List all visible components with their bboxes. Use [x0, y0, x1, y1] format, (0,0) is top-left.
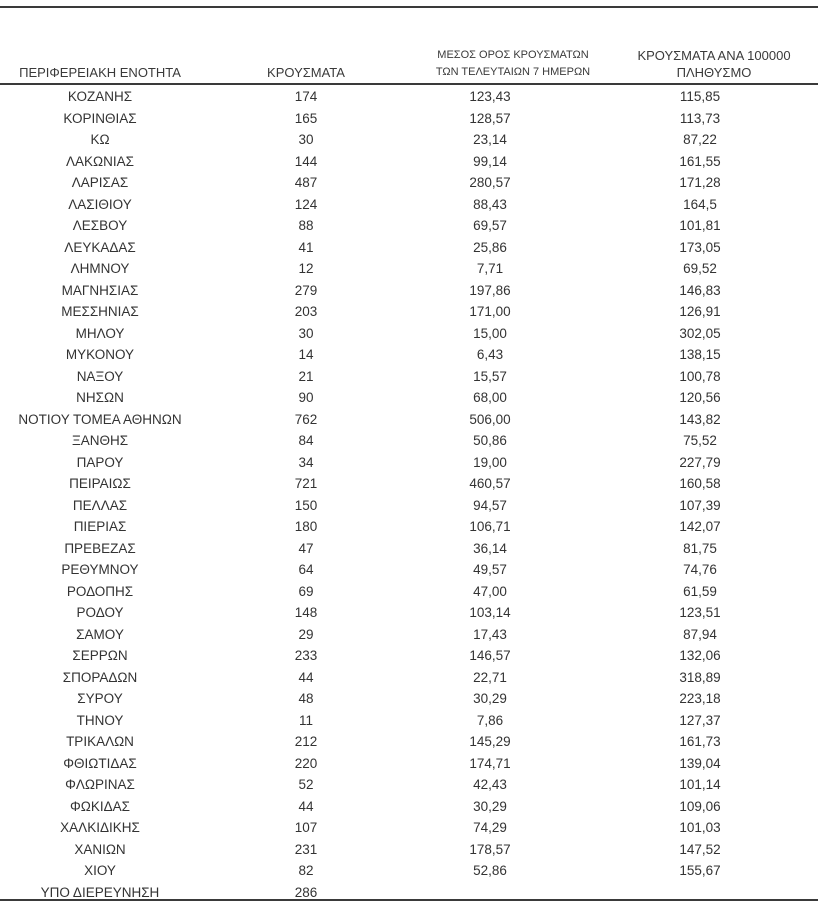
cell-avg7: 23,14	[473, 132, 507, 147]
cell-per100k: 139,04	[679, 755, 721, 771]
cell-avg7: 19,00	[473, 454, 507, 470]
cell-region: ΦΛΩΡΙΝΑΣ	[65, 777, 135, 792]
header-per100k	[612, 47, 816, 81]
table-row	[0, 452, 818, 474]
cell-region: ΝΗΣΩΝ	[76, 390, 124, 405]
header-per100k-line1: ΚΡΟΥΣΜΑΤΑ ΑΝΑ 100000	[637, 48, 791, 63]
cell-region: ΤΗΝΟΥ	[76, 712, 124, 728]
cell-avg7: 145,29	[469, 734, 511, 749]
cell-avg7: 103,14	[469, 605, 511, 620]
cell-cases: 82	[298, 863, 314, 878]
cell-cases: 762	[294, 411, 318, 427]
cell-region: ΦΘΙΩΤΙΔΑΣ	[63, 755, 137, 771]
cell-region: ΧΑΝΙΩΝ	[74, 841, 126, 857]
cell-region: ΚΩ	[90, 132, 110, 147]
cell-cases: 220	[294, 755, 318, 771]
cell-cases: 180	[294, 519, 318, 534]
cell-avg7: 15,00	[473, 325, 507, 341]
cell-cases: 52	[298, 777, 314, 792]
cell-cases: 107	[294, 820, 318, 835]
cell-avg7: 197,86	[469, 282, 511, 298]
cell-avg7: 178,57	[469, 841, 511, 857]
cell-cases: 233	[294, 648, 318, 663]
cell-cases: 47	[298, 540, 314, 556]
cell-cases: 34	[298, 454, 314, 470]
cell-per100k: 87,22	[683, 132, 717, 147]
cell-cases: 212	[294, 734, 318, 749]
cell-per100k: 81,75	[683, 540, 717, 556]
cell-cases: 69	[298, 583, 314, 599]
table-row	[0, 323, 818, 345]
cell-cases: 124	[294, 196, 318, 212]
header-per100k-line2: ΠΛΗΘΥΣΜΟ	[676, 65, 752, 80]
cell-region: ΦΩΚΙΔΑΣ	[70, 798, 130, 814]
cell-region: ΠΑΡΟΥ	[76, 454, 124, 470]
cell-cases: 150	[294, 497, 318, 513]
cell-region: ΜΕΣΣΗΝΙΑΣ	[61, 304, 139, 319]
cell-region: ΡΟΔΟΥ	[76, 605, 124, 620]
cell-avg7: 50,86	[473, 433, 507, 448]
cell-avg7: 88,43	[473, 196, 507, 212]
cell-cases: 203	[294, 304, 318, 319]
cell-avg7: 7,86	[476, 712, 504, 728]
cell-per100k: 161,73	[679, 734, 721, 749]
cell-per100k: 227,79	[679, 454, 721, 470]
table-row	[0, 667, 818, 689]
cell-per100k: 113,73	[679, 110, 721, 126]
cell-region: ΛΗΜΝΟΥ	[70, 261, 130, 276]
cell-region: ΠΡΕΒΕΖΑΣ	[64, 540, 136, 556]
cell-avg7: 74,29	[473, 820, 507, 835]
cell-cases: 14	[298, 347, 314, 362]
table-row	[0, 430, 818, 452]
table-row	[0, 108, 818, 130]
cell-avg7: 22,71	[473, 669, 507, 685]
table-header	[0, 40, 818, 83]
cell-cases: 174	[294, 89, 318, 104]
table-row	[0, 172, 818, 194]
cell-per100k: 155,67	[679, 863, 721, 878]
cell-cases: 231	[294, 841, 318, 857]
cell-per100k: 138,15	[679, 347, 721, 362]
cell-region: ΜΑΓΝΗΣΙΑΣ	[61, 282, 139, 298]
cell-region: ΛΕΥΚΑΔΑΣ	[64, 239, 136, 255]
table-row	[0, 624, 818, 646]
cell-region: ΣΑΜΟΥ	[76, 626, 124, 642]
cell-avg7: 15,57	[473, 368, 507, 384]
table-row	[0, 129, 818, 151]
cell-per100k: 223,18	[679, 691, 721, 706]
cell-per100k: 147,52	[679, 841, 721, 857]
cell-per100k: 109,06	[679, 798, 721, 814]
header-cases: ΚΡΟΥΣΜΑΤΑ	[267, 65, 345, 80]
cell-per100k: 142,07	[679, 519, 721, 534]
table-row	[0, 581, 818, 603]
cell-region: ΛΑΣΙΘΙΟΥ	[68, 196, 132, 212]
cell-cases: 12	[298, 261, 314, 276]
cell-region: ΛΕΣΒΟΥ	[72, 218, 128, 233]
cell-per100k: 173,05	[679, 239, 721, 255]
cell-per100k: 61,59	[683, 583, 717, 599]
cell-region: ΜΥΚΟΝΟΥ	[65, 347, 135, 362]
cell-cases: 487	[294, 175, 318, 190]
cell-cases: 48	[298, 691, 314, 706]
table-row	[0, 258, 818, 280]
cell-region: ΠΕΙΡΑΙΩΣ	[69, 476, 131, 491]
cell-per100k: 74,76	[683, 562, 717, 577]
cell-cases: 90	[298, 390, 314, 405]
cell-per100k: 101,81	[679, 218, 721, 233]
table-row	[0, 753, 818, 775]
table-row	[0, 344, 818, 366]
cell-cases: 11	[298, 712, 313, 728]
cell-cases: 29	[298, 626, 314, 642]
cell-per100k: 132,06	[679, 648, 721, 663]
cell-region: ΛΑΡΙΣΑΣ	[71, 175, 129, 190]
table-row	[0, 387, 818, 409]
header-avg7	[415, 47, 611, 81]
cell-per100k: 160,58	[679, 476, 721, 491]
cell-cases: 721	[294, 476, 318, 491]
table-row	[0, 538, 818, 560]
cell-per100k: 123,51	[679, 605, 721, 620]
cell-region: ΧΙΟΥ	[84, 863, 116, 878]
cell-cases: 44	[298, 798, 314, 814]
cell-per100k: 171,28	[679, 175, 721, 190]
cell-avg7: 94,57	[473, 497, 507, 513]
table-row	[0, 817, 818, 839]
cell-per100k: 101,03	[679, 820, 721, 835]
cell-region: ΛΑΚΩΝΙΑΣ	[66, 153, 134, 169]
cell-cases: 30	[298, 132, 314, 147]
cell-avg7: 52,86	[473, 863, 507, 878]
table-row	[0, 559, 818, 581]
cell-region: ΝΑΞΟΥ	[76, 368, 124, 384]
table-row	[0, 602, 818, 624]
cell-avg7: 36,14	[473, 540, 507, 556]
table-row	[0, 860, 818, 882]
header-rule	[0, 83, 818, 85]
cell-avg7: 128,57	[469, 110, 511, 126]
cell-per100k: 100,78	[679, 368, 721, 384]
table-row	[0, 301, 818, 323]
cell-cases: 279	[294, 282, 318, 298]
table-row	[0, 645, 818, 667]
cell-cases: 286	[294, 884, 318, 900]
cell-region: ΠΕΛΛΑΣ	[72, 497, 128, 513]
cell-per100k: 115,85	[679, 89, 721, 104]
cell-per100k: 143,82	[679, 411, 721, 427]
bottom-rule	[0, 899, 818, 901]
cell-avg7: 99,14	[473, 153, 507, 169]
header-avg7-line1: ΜΕΣΟΣ ΟΡΟΣ ΚΡΟΥΣΜΑΤΩΝ	[437, 49, 589, 61]
cell-avg7: 106,71	[469, 519, 511, 534]
table-row	[0, 731, 818, 753]
table-row	[0, 473, 818, 495]
table-row	[0, 237, 818, 259]
table-row	[0, 151, 818, 173]
cell-cases: 165	[294, 110, 318, 126]
cell-avg7: 460,57	[469, 476, 511, 491]
cell-avg7: 7,71	[476, 261, 504, 276]
top-rule	[0, 6, 818, 8]
table-row	[0, 710, 818, 732]
cell-avg7: 30,29	[473, 798, 507, 814]
cell-per100k: 161,55	[679, 153, 721, 169]
cell-region: ΧΑΛΚΙΔΙΚΗΣ	[60, 820, 140, 835]
cell-region: ΣΥΡΟΥ	[77, 691, 123, 706]
cell-avg7: 280,57	[469, 175, 511, 190]
cell-cases: 84	[298, 433, 314, 448]
cell-per100k: 127,37	[679, 712, 721, 728]
cell-avg7: 174,71	[469, 755, 511, 771]
cell-avg7: 146,57	[469, 648, 511, 663]
cell-cases: 41	[298, 239, 314, 255]
cell-avg7: 25,86	[473, 239, 507, 255]
cell-region: ΥΠΟ ΔΙΕΡΕΥΝΗΣΗ	[40, 884, 160, 900]
cell-avg7: 47,00	[473, 583, 507, 599]
table-row	[0, 495, 818, 517]
cell-region: ΞΑΝΘΗΣ	[71, 433, 129, 448]
cell-cases: 44	[298, 669, 314, 685]
table-row	[0, 194, 818, 216]
cell-cases: 30	[298, 325, 314, 341]
cell-per100k: 101,14	[679, 777, 721, 792]
cell-region: ΚΟΖΑΝΗΣ	[67, 89, 133, 104]
cell-per100k: 107,39	[679, 497, 721, 513]
table-row	[0, 796, 818, 818]
table-row	[0, 688, 818, 710]
cell-region: ΡΕΘΥΜΝΟΥ	[61, 562, 139, 577]
table-row	[0, 409, 818, 431]
cell-cases: 144	[294, 153, 318, 169]
cell-avg7: 68,00	[473, 390, 507, 405]
cell-avg7: 42,43	[473, 777, 507, 792]
cell-region: ΣΠΟΡΑΔΩΝ	[62, 669, 138, 685]
table-row	[0, 86, 818, 108]
cell-per100k: 126,91	[679, 304, 721, 319]
cell-region: ΚΟΡΙΝΘΙΑΣ	[63, 110, 137, 126]
cell-per100k: 87,94	[683, 626, 717, 642]
cell-per100k: 318,89	[679, 669, 721, 685]
cell-per100k: 146,83	[679, 282, 721, 298]
table-body	[0, 86, 818, 903]
cell-cases: 148	[294, 605, 318, 620]
cell-region: ΣΕΡΡΩΝ	[72, 648, 128, 663]
cell-region: ΡΟΔΟΠΗΣ	[66, 583, 134, 599]
cell-cases: 64	[298, 562, 314, 577]
cell-per100k: 164,5	[683, 196, 717, 212]
header-avg7-line2: ΤΩΝ ΤΕΛΕΥΤΑΙΩΝ 7 ΗΜΕΡΩΝ	[435, 66, 591, 78]
cell-avg7: 49,57	[473, 562, 507, 577]
cell-per100k: 69,52	[683, 261, 717, 276]
cell-avg7: 17,43	[473, 626, 507, 642]
cell-avg7: 171,00	[469, 304, 511, 319]
table-row	[0, 366, 818, 388]
cell-per100k: 120,56	[679, 390, 721, 405]
cell-per100k: 302,05	[679, 325, 721, 341]
cell-region: ΜΗΛΟΥ	[75, 325, 125, 341]
cell-region: ΝΟΤΙΟΥ ΤΟΜΕΑ ΑΘΗΝΩΝ	[18, 411, 182, 427]
cell-avg7: 6,43	[476, 347, 504, 362]
cell-per100k: 75,52	[683, 433, 717, 448]
cell-region: ΤΡΙΚΑΛΩΝ	[66, 734, 134, 749]
table-row	[0, 774, 818, 796]
table-row	[0, 215, 818, 237]
cell-cases: 88	[298, 218, 314, 233]
cell-region: ΠΙΕΡΙΑΣ	[73, 519, 127, 534]
table-row	[0, 280, 818, 302]
header-region: ΠΕΡΙΦΕΡΕΙΑΚΗ ΕΝΟΤΗΤΑ	[19, 65, 181, 80]
cell-avg7: 123,43	[469, 89, 511, 104]
cell-avg7: 506,00	[469, 411, 511, 427]
cell-cases: 21	[298, 368, 314, 384]
cell-avg7: 69,57	[473, 218, 507, 233]
table-row	[0, 839, 818, 861]
table-row	[0, 516, 818, 538]
cell-avg7: 30,29	[473, 691, 507, 706]
